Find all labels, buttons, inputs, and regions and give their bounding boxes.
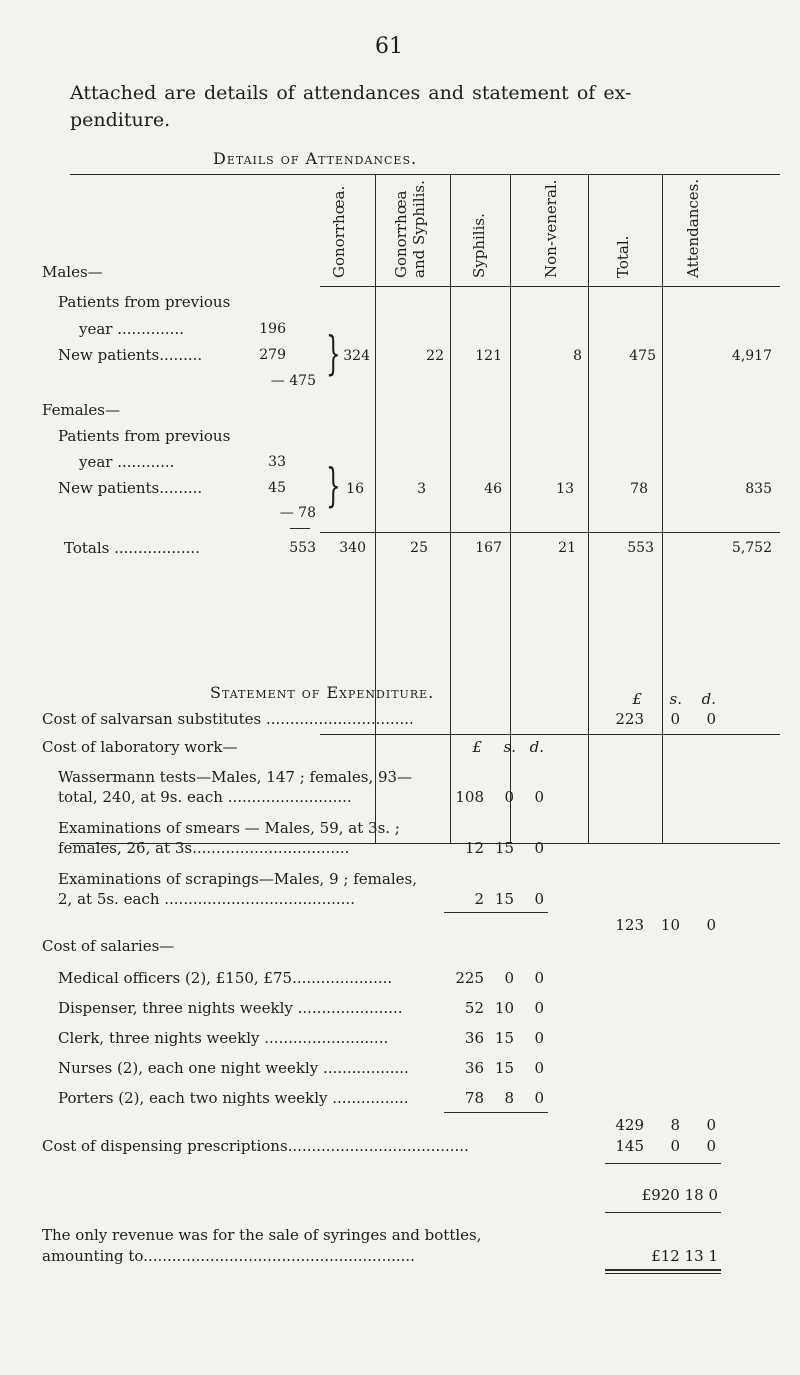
scrapings-line2: 2, at 5s. each ........................................ xyxy=(58,890,355,908)
wassermann-pence: 0 xyxy=(534,788,544,806)
females-subtotal: — 78 xyxy=(279,505,316,521)
grand-total: £920 18 0 xyxy=(641,1186,718,1204)
wassermann-shillings: 0 xyxy=(504,788,514,806)
salary-porters-shillings: 8 xyxy=(504,1089,514,1107)
salary-porters-label: Porters (2), each two nights weekly ................ xyxy=(58,1089,409,1107)
males-previous-label: Patients from previous xyxy=(58,293,231,311)
col-head-syphilis: Syphilis. xyxy=(470,213,488,278)
smears-pounds: 12 xyxy=(464,839,484,857)
salary-dispenser-label: Dispenser, three nights weekly ...................... xyxy=(58,999,403,1017)
females-brace: } xyxy=(326,458,341,512)
salvarsan-shillings: 0 xyxy=(670,710,680,728)
males-new-label: New patients......... xyxy=(58,346,203,364)
females-syphilis: 46 xyxy=(484,481,502,497)
scrapings-shillings: 15 xyxy=(494,890,514,908)
attendances-heading: Details of Attendances. xyxy=(213,149,418,168)
females-new-value: 45 xyxy=(268,480,286,496)
revenue-rule-2 xyxy=(605,1273,721,1274)
salary-dispenser-pounds: 52 xyxy=(464,999,484,1017)
scrapings-line1: Examinations of scrapings—Males, 9 ; females, xyxy=(58,870,417,888)
col-head-attendances: Attendances. xyxy=(684,178,702,278)
salaries-total-pence: 0 xyxy=(706,1116,716,1134)
totals-syphilis: 167 xyxy=(475,540,502,556)
males-subtotal: — 475 xyxy=(270,373,316,389)
males-gonorrhoea: 324 xyxy=(343,348,370,364)
scrapings-pounds: 2 xyxy=(474,890,484,908)
col-head-gonorrhoea-syphilis: Gonorrhœa and Syphilis. xyxy=(392,180,428,278)
col-divider-5 xyxy=(662,174,663,843)
salary-nurses-label: Nurses (2), each one night weekly .................. xyxy=(58,1059,409,1077)
salvarsan-label: Cost of salvarsan substitutes ............................... xyxy=(42,710,414,728)
lab-header-pounds: £ xyxy=(472,738,482,756)
page-number: 61 xyxy=(375,34,403,59)
males-brace: } xyxy=(326,326,341,380)
females-previous-value: 33 xyxy=(268,454,286,470)
wassermann-line2: total, 240, at 9s. each .......................... xyxy=(58,788,352,806)
dispensing-label: Cost of dispensing prescriptions...................................... xyxy=(42,1137,469,1155)
salary-nurses-pence: 0 xyxy=(534,1059,544,1077)
males-total: 475 xyxy=(629,348,656,364)
salary-clerk-label: Clerk, three nights weekly .......................... xyxy=(58,1029,389,1047)
females-total: 78 xyxy=(630,481,648,497)
header-shillings: s. xyxy=(669,690,682,708)
lab-total-shillings: 10 xyxy=(660,916,680,934)
females-previous-label-2: year ............ xyxy=(79,453,175,471)
totals-value: 553 xyxy=(289,540,316,556)
dispensing-pence: 0 xyxy=(706,1137,716,1155)
females-gonorrhoea-syphilis: 3 xyxy=(417,481,426,497)
totals-row-rule xyxy=(320,532,780,533)
salaries-total-shillings: 8 xyxy=(670,1116,680,1134)
col-divider-4 xyxy=(588,174,589,843)
males-attendances: 4,917 xyxy=(731,348,772,364)
salary-dispenser-pence: 0 xyxy=(534,999,544,1017)
lab-total-pounds: 123 xyxy=(615,916,644,934)
revenue-line1: The only revenue was for the sale of syringes and bottles, xyxy=(42,1226,482,1244)
col-divider-2 xyxy=(450,174,451,843)
totals-non-veneral: 21 xyxy=(558,540,576,556)
expenditure-heading: Statement of Expenditure. xyxy=(210,683,435,702)
smears-line2: females, 26, at 3s................................. xyxy=(58,839,350,857)
males-previous-value: 196 xyxy=(259,321,286,337)
revenue-line2: amounting to......................................................... xyxy=(42,1247,415,1265)
wassermann-pounds: 108 xyxy=(455,788,484,806)
totals-total: 553 xyxy=(627,540,654,556)
header-pence: d. xyxy=(701,690,716,708)
lab-total-pence: 0 xyxy=(706,916,716,934)
salary-medical-pounds: 225 xyxy=(455,969,484,987)
totals-gonorrhoea: 340 xyxy=(339,540,366,556)
males-new-value: 279 xyxy=(259,347,286,363)
salvarsan-pence: 0 xyxy=(706,710,716,728)
col-head-gonorrhoea: Gonorrhœa. xyxy=(330,185,348,278)
males-gonorrhoea-syphilis: 22 xyxy=(426,348,444,364)
females-label: Females— xyxy=(42,401,121,419)
salary-porters-pence: 0 xyxy=(534,1089,544,1107)
smears-pence: 0 xyxy=(534,839,544,857)
lab-subtotal-rule xyxy=(444,912,548,913)
salary-medical-label: Medical officers (2), £150, £75..................... xyxy=(58,969,393,987)
females-attendances: 835 xyxy=(745,481,772,497)
salary-porters-pounds: 78 xyxy=(464,1089,484,1107)
males-non-veneral: 8 xyxy=(573,348,582,364)
salary-clerk-pence: 0 xyxy=(534,1029,544,1047)
salary-clerk-pounds: 36 xyxy=(464,1029,484,1047)
females-previous-label: Patients from previous xyxy=(58,427,231,445)
grand-total-top-rule xyxy=(605,1163,721,1164)
wassermann-line1: Wassermann tests—Males, 147 ; females, 93— xyxy=(58,768,413,786)
smears-shillings: 15 xyxy=(494,839,514,857)
salary-nurses-shillings: 15 xyxy=(494,1059,514,1077)
scrapings-pence: 0 xyxy=(534,890,544,908)
lab-header-shillings: s. xyxy=(503,738,516,756)
salary-clerk-shillings: 15 xyxy=(494,1029,514,1047)
salary-medical-pence: 0 xyxy=(534,969,544,987)
females-new-label: New patients......... xyxy=(58,479,203,497)
females-non-veneral: 13 xyxy=(556,481,574,497)
header-pounds: £ xyxy=(632,690,642,708)
revenue-rule-1 xyxy=(605,1269,721,1271)
salaries-subtotal-rule xyxy=(444,1112,548,1113)
grand-total-bottom-rule xyxy=(605,1212,721,1213)
males-previous-label-2: year .............. xyxy=(79,320,184,338)
males-label: Males— xyxy=(42,263,103,281)
totals-gonorrhoea-syphilis: 25 xyxy=(410,540,428,556)
table-top-rule xyxy=(70,174,780,175)
col-head-total: Total. xyxy=(614,235,632,278)
revenue-amount: £12 13 1 xyxy=(651,1247,718,1265)
salaries-total-pounds: 429 xyxy=(615,1116,644,1134)
totals-attendances: 5,752 xyxy=(731,540,772,556)
salaries-label: Cost of salaries— xyxy=(42,937,175,955)
lab-header-pence: d. xyxy=(529,738,544,756)
salary-dispenser-shillings: 10 xyxy=(494,999,514,1017)
males-syphilis: 121 xyxy=(475,348,502,364)
laboratory-label: Cost of laboratory work— xyxy=(42,738,238,756)
col-divider-1 xyxy=(375,174,376,843)
dispensing-pounds: 145 xyxy=(615,1137,644,1155)
salary-nurses-pounds: 36 xyxy=(464,1059,484,1077)
col-head-non-veneral: Non-veneral. xyxy=(542,179,560,278)
totals-label: Totals .................. xyxy=(64,539,200,557)
salary-medical-shillings: 0 xyxy=(504,969,514,987)
salvarsan-pounds: 223 xyxy=(615,710,644,728)
intro-text: Attached are details of attendances and statement of ex-penditure. xyxy=(70,82,632,131)
dispensing-shillings: 0 xyxy=(670,1137,680,1155)
subtotal-rule xyxy=(290,528,310,529)
totals-rule xyxy=(320,734,780,735)
females-gonorrhoea: 16 xyxy=(346,481,364,497)
smears-line1: Examinations of smears — Males, 59, at 3s. ; xyxy=(58,819,400,837)
table-header-rule xyxy=(320,286,780,287)
